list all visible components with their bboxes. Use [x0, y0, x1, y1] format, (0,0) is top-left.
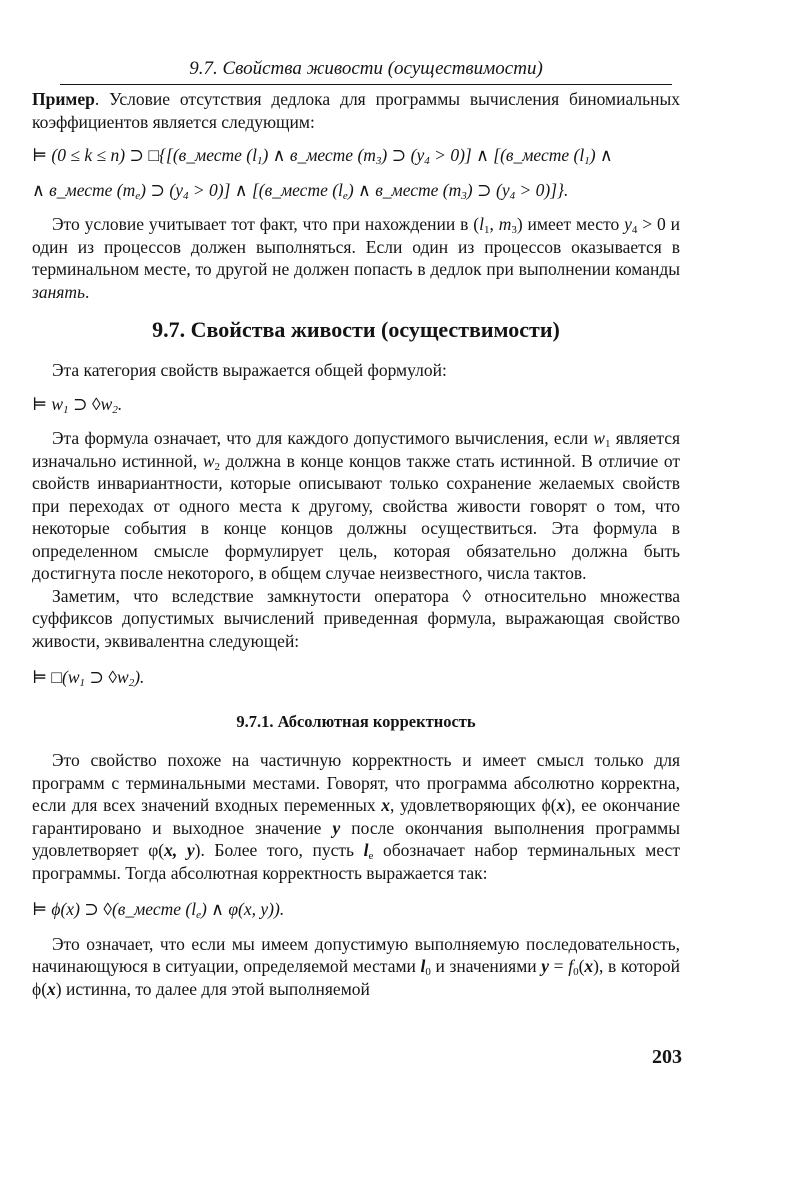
- formula-1-line-1: ⊨ (0 ≤ k ≤ n) ⊃ □{[(в_месте $(l_1)$ ∧ в_месте $(m_3)$ ⊃ $(y_4 > 0)$] ∧ [(в_месте $(l_1)$ ∧: [32, 145, 613, 167]
- paragraph-liveness-meaning: Эта формула означает, что для каждого допустимого вычисления, если $w_1$ является изначально истинной, $w_2$ должна в конце концов также стать истинной. В отличие от свойств инвариантности, которые описывают только сохранение желаемых свойств при переходах от одного места к другому, свойства живости говорят о том, что некоторые события в конце концов должны осуществиться. Эта формула в определенном смысле формулирует цель, которая обязательно должна быть достигнута после некоторого, в общем случае неизвестного, числа тактов.: [32, 428, 681, 583]
- example-text: . Условие отсутствия дедлока для программы вычисления биномиальных коэффициентов является следующим:: [32, 89, 680, 132]
- paragraph-deadlock-explanation: Это условие учитывает тот факт, что при нахождении в ($l_1$, $m_3$) имеет место $y_4 > 0$ и один из процессов должен выполняться. Если один из процессов оказывается в терминальном месте, то другой не должен попасть в дедлок при выполнении команды занять.: [32, 214, 680, 302]
- paragraph-execution-sequence: Это означает, что если мы имеем допустимую выполняемую последовательность, начинающуюся в ситуации, определяемой местами $l_0$ и значениями $y = f_0(x)$, в которой ϕ(x) истинна, то далее для этой выполняемой: [32, 933, 681, 999]
- subsection-title: 9.7.1. Абсолютная корректность: [236, 711, 476, 731]
- formula-4: ⊨ ϕ(x) ⊃ ◊(в_месте $(l_e)$ ∧ φ(x, y)).: [32, 899, 285, 921]
- paragraph-total-correctness: Это свойство похоже на частичную корректность и имеет смысл только для программ с терминальными местами. Говорят, что программа абсолютно корректна, если для всех значений входных переменных x, удовлетворяющих ϕ(x), ее окончание гарантировано и выходное значение y после окончания выполнения программы удовлетворяет φ(x, y). Более того, пусть $l_e$ обозначает набор терминальных мест программы. Тогда абсолютная корректность выражается так:: [32, 750, 680, 883]
- paragraph-suffix-closure: Заметим, что вследствие замкнутости оператора ◊ относительно множества суффиксов допустимых вычислений приведенная формула, выражающая свойство живости, эквивалентна следующей:: [32, 585, 680, 651]
- example-paragraph: [32, 88, 680, 133]
- formula-3: ⊨ $□(w_1$ ⊃ $◊w_2$).: [32, 667, 145, 689]
- running-head: 9.7. Свойства живости (осуществимости): [60, 56, 672, 85]
- page-body: [32, 88, 680, 1000]
- paragraph-intro: Эта категория свойств выражается общей формулой:: [52, 360, 447, 380]
- example-lead: Пример: [32, 89, 95, 109]
- formula-2: ⊨ $w_1$ ⊃ $◊w_2$.: [32, 393, 123, 416]
- formula-1-line-2: ∧ в_месте $(m_e)$ ⊃ $(y_4 > 0)$] ∧ [(в_месте $(l_e)$ ∧ в_месте $(m_3)$ ⊃ $(y_4 > 0)$]}.: [32, 179, 569, 202]
- section-title: 9.7. Свойства живости (осуществимости): [152, 317, 560, 342]
- page-number: 203: [652, 1046, 682, 1068]
